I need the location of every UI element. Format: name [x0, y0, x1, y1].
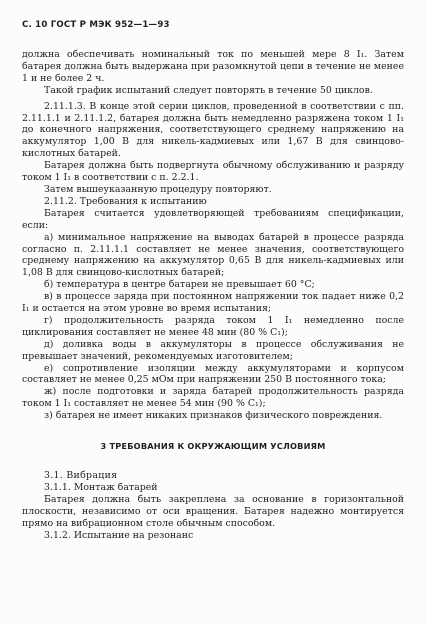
- paragraph-continuation: должна обеспечивать номинальный ток по меньшей мере 8 I₁. Затем батарея должна быть выдержана при разомкнутой цепи в течение не менее 1 и не более 2 ч.: [22, 49, 404, 84]
- paragraph-3-1-2-heading: 3.1.2. Испытание на резонанс: [44, 529, 194, 541]
- paragraph-2-11-1-3: 2.11.1.3. В конце этой серии циклов, проведенной в соответствии с пп. 2.11.1.1 и 2.11.1.2, батарея должна быть немедленно разряжена током 1 I₁ до конечного напряжения, соответствующего среднему напряжению на аккумулятор 1,00 В для никель-кадмиевых или 1,67 В для свинцово-кислотных батарей.: [22, 100, 404, 160]
- page-header: С. 10 ГОСТ Р МЭК 952—1—93: [22, 20, 170, 30]
- paragraph-3-1-1-heading: 3.1.1. Монтаж батарей: [44, 482, 158, 493]
- list-item-e: е) сопротивление изоляции между аккумуляторами и корпусом составляет не менее 0,25 мОм при напряжении 250 В постоянного тока;: [22, 362, 404, 386]
- list-item-g: г) продолжительность разряда током 1 I₁ немедленно после циклирования составляет не менее 48 мин (80 % C₁);: [22, 314, 404, 338]
- paragraph-3-1-heading: 3.1. Вибрация: [44, 470, 118, 482]
- paragraph-cycle-repeat: Такой график испытаний следует повторять в течение 50 циклов.: [44, 84, 373, 96]
- body-bottom: [22, 470, 404, 541]
- list-item-z: з) батарея не имеет никаких признаков физического повреждения.: [44, 410, 383, 422]
- paragraph-maintenance: Батарея должна быть подвергнута обычному обслуживанию и разряду током 1 I₁ в соответствии с п. 2.2.1.: [22, 160, 404, 184]
- list-item-d: д) доливка воды в аккумуляторы в процессе обслуживания не превышает значений, рекомендуемых изготовителем;: [22, 338, 404, 362]
- paragraph-repeat-procedure: Затем вышеуказанную процедуру повторяют.: [44, 183, 272, 195]
- list-item-b: б) температура в центре батареи не превышает 60 °С;: [44, 279, 315, 291]
- section-title: 3 ТРЕБОВАНИЯ К ОКРУЖАЮЩИМ УСЛОВИЯМ: [100, 441, 326, 452]
- list-item-zh: ж) после подготовки и заряда батарей продолжительность разряда током 1 I₁ составляет не менее 54 мин (90 % C₁);: [22, 386, 404, 410]
- list-item-a: а) минимальное напряжение на выводах батарей в процессе разряда согласно п. 2.11.1.1 составляет не менее значения, соответствующего среднему напряжению на аккумулятор 0,65 В для никель-кадмиевых или 1,08 В для свинцово-кислотных батарей;: [22, 231, 404, 279]
- paragraph-requirements-intro: Батарея считается удовлетворяющей требованиям спецификации, если:: [22, 207, 404, 231]
- list-item-v: в) в процессе заряда при постоянном напряжении ток падает ниже 0,2 I₁ и остается на этом уровне во время испытания;: [22, 291, 404, 315]
- body-top: [22, 49, 404, 422]
- paragraph-mounting: Батарея должна быть закреплена за основание в горизонтальной плоскости, независимо от оси вращения. Батарея надежно монтируется прямо на вибрационном столе обычным способом.: [22, 493, 404, 529]
- paragraph-2-11-2-heading: 2.11.2. Требования к испытанию: [44, 195, 207, 207]
